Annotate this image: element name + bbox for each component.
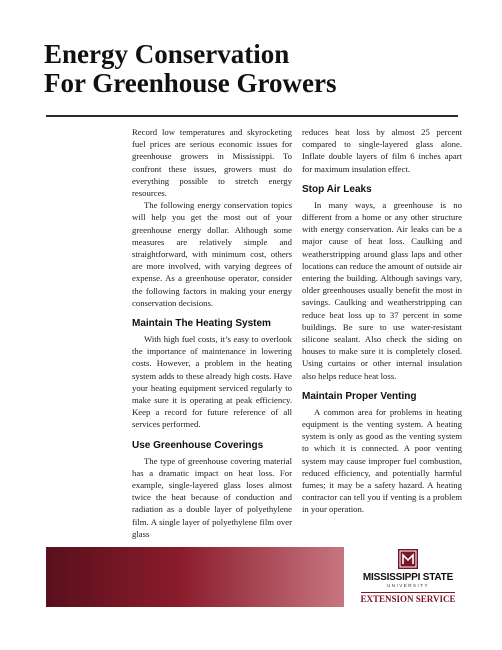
leaks-body: In many ways, a greenhouse is no different from a home or any other structure with energy conservation. Air leaks can be a major cause of heat loss. Caulking and weatherstripping around glass laps and other locations can reduce the amount of outside air entering the building. Although savings vary, older greenhouses usually benefit the most in savings. Caulking and weatherstripping can reduce heat loss up to 37 percent in some buildings. Be sure to use water-resistant silicone sealant. Also check the siding on houses to make sure it is completely closed. Using curtains or other internal insulation also helps reduce heat loss. [302,199,462,381]
title-line-1: Energy Conservation [44,39,290,69]
venting-heading: Maintain Proper Venting [302,390,417,402]
logo-line-2: UNIVERSITY [386,583,429,588]
leaks-heading: Stop Air Leaks [302,183,372,195]
coverings-body: The type of greenhouse covering material has a dramatic impact on heat loss. For example, single-layered glass loses almost twice the heat because of conduction and radiation as a double layer of polyethylene film. A single layer of polyethylene film over glass [132,455,292,539]
venting-body: A common area for problems in heating equipment is the venting system. A heating system is only as good as the venting system to which it is connected. A poor venting system may cause improper fuel combustion, reduced efficiency, and potentially harmful fumes; it may be a safety hazard. A heating contractor can tell you if venting is a problem in your operation. [302,406,462,515]
title-divider [46,115,458,117]
left-column [132,126,292,540]
intro-paragraph-2: The following energy conservation topics will help you get the most out of your greenhouse energy dollar. Although some measures are relatively simple and straightforward, with minimum cost, others are more involved, with varying degrees of expense. As a greenhouse operator, consider the following factors in making your energy conservation decisions. [132,200,292,308]
coverings-body-continued: reduces heat loss by almost 25 percent compared to single-layered glass alone. Inflate double layers of film 6 inches apart for maximum insulation effect. [302,127,462,174]
footer-color-band [46,547,344,607]
heating-heading: Maintain The Heating System [132,318,271,330]
heating-body: With high fuel costs, it’s easy to overlook the importance of maintenance in lowering costs. However, a problem in the heating system adds to these already high costs. Have your heating equipment serviced regularly to make sure it is operating at peak efficiency. Keep a record for future reference of all services performed. [132,334,292,430]
title-line-2: For Greenhouse Growers [44,68,337,98]
logo-line-3: EXTENSION SERVICE [360,594,456,604]
msu-extension-logo [360,548,456,608]
coverings-heading: Use Greenhouse Coverings [132,439,264,451]
intro-paragraph-1: Record low temperatures and skyrocketing fuel prices are serious economic issues for greenhouse growers in Mississippi. To confront these issues, growers must do everything possible to stretch energy resources. [132,127,292,199]
msu-shield-icon [397,548,419,570]
page-title [44,40,464,98]
logo-line-1: MISSISSIPPI STATE [362,572,454,583]
right-column [302,126,462,516]
